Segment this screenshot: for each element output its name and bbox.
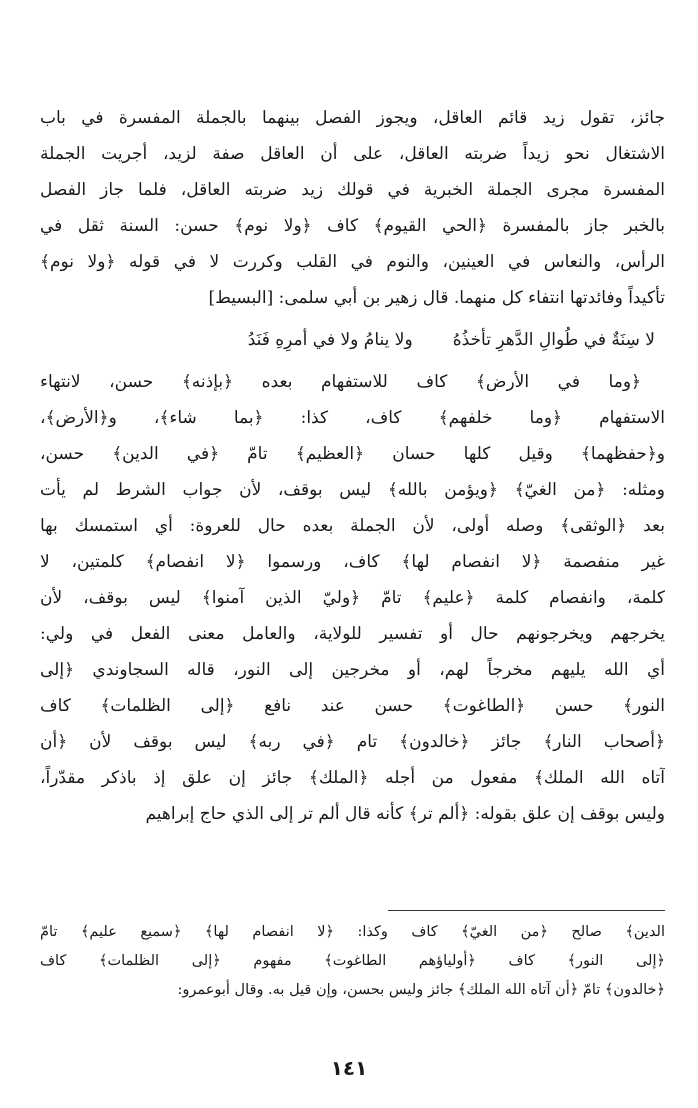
text-line: كلمة، وانفصام كلمة ﴿عليم﴾ تامّ ﴿وليّ الذين آمنوا﴾ ليس بوقف، لأن	[40, 588, 665, 608]
text-line: و﴿حفظهما﴾ وقيل كلها حسان ﴿العظيم﴾ تامّ ﴿في الدين﴾ حسن،	[40, 444, 665, 464]
text-line: ﴿وما في الأرض﴾ كاف للاستفهام بعده ﴿بإذنه﴾ حسن، لانتهاء	[40, 372, 641, 392]
text-line: غير منفصمة ﴿لا انفصام لها﴾ كاف، ورسموا ﴿لا انفصام﴾ كلمتين، لا	[40, 552, 665, 572]
verse-hemistich-second: ولا ينامُ ولا في أمرِهِ فَنَدُ	[247, 330, 413, 350]
footnote-separator	[388, 910, 665, 911]
text-line: المفسرة مجرى الجملة الخبرية في قولك زيد ضربته العاقل، فلما جاز الفصل	[40, 180, 665, 200]
text-line: ﴿أصحاب النار﴾ جائز ﴿خالدون﴾ تام ﴿في ربه﴾ ليس بوقف لأن ﴿أن	[40, 732, 665, 752]
footnote-line: الدين﴾ صالح ﴿من الغيّ﴾ كاف وكذا: ﴿لا انفصام لها﴾ ﴿سميع عليم﴾ تامّ	[40, 924, 665, 940]
text-line: ومثله: ﴿من الغيّ﴾ ﴿ويؤمن بالله﴾ ليس بوقف، لأن جواب الشرط لم يأت	[40, 480, 665, 500]
main-text-body	[40, 100, 665, 832]
text-line: يخرجهم ويخرجونهم حال أو تفسير للولاية، والعامل معنى الفعل في ولي:	[40, 624, 665, 644]
page-number: ١٤١	[330, 1056, 368, 1080]
text-line: بالخبر جاز بالمفسرة ﴿الحي القيوم﴾ كاف ﴿ولا نوم﴾ حسن: السنة ثقل في	[40, 216, 665, 236]
text-line: تأكيداً وفائدتها انتفاء كل منهما. قال زهير بن أبي سلمى: [البسيط]	[208, 288, 665, 308]
text-line: الاستفهام ﴿وما خلفهم﴾ كاف، كذا: ﴿بما شاء﴾، و﴿الأرض﴾،	[40, 408, 665, 428]
text-line: الرأس، والنعاس في العينين، والنوم في القلب وكررت لا في قوله ﴿ولا نوم﴾	[40, 252, 665, 272]
text-line: النور﴾ حسن ﴿الطاغوت﴾ حسن عند نافع ﴿إلى الظلمات﴾ كاف	[40, 696, 665, 716]
paragraph-1	[40, 100, 665, 316]
verse-hemistich-first: لا سِنَةٌ في طُوالِ الدَّهرِ تأخذُهُ	[452, 330, 655, 350]
paragraph-2	[40, 364, 665, 832]
text-line: الاشتغال نحو زيداً ضربته العاقل، على أن العاقل صفة لزيد، أجريت الجملة	[40, 144, 665, 164]
text-line: آتاه الله الملك﴾ مفعول من أجله ﴿الملك﴾ جائز إن علق إذ باذكر مقدّراً،	[40, 768, 665, 788]
text-line: بعد ﴿الوثقى﴾ وصله أولى، لأن الجملة بعده حال للعروة: أي استمسك بها	[40, 516, 665, 536]
poetry-verse	[40, 316, 665, 364]
text-line: جائز، تقول زيد قائم العاقل، ويجوز الفصل بينهما بالجملة المفسرة في باب	[40, 108, 665, 128]
footnote-line: ﴿إلى النور﴾ كاف ﴿أولياؤهم الطاغوت﴾ مفهوم ﴿إلى الظلمات﴾ كاف	[40, 953, 665, 969]
footnote-line: ﴿خالدون﴾ تامّ ﴿أن آتاه الله الملك﴾ جائز وليس بحسن، وإن قيل به. وقال أبوعمرو:	[177, 982, 665, 998]
text-line: أي الله يليهم مخرجاً لهم، أو مخرجين إلى النور، قاله السجاوندي ﴿إلى	[40, 660, 665, 680]
footnotes	[40, 918, 665, 1005]
text-line: وليس بوقف إن علق بقوله: ﴿ألم تر﴾ كأنه قال ألم تر إلى الذي حاج إبراهيم	[145, 804, 665, 824]
